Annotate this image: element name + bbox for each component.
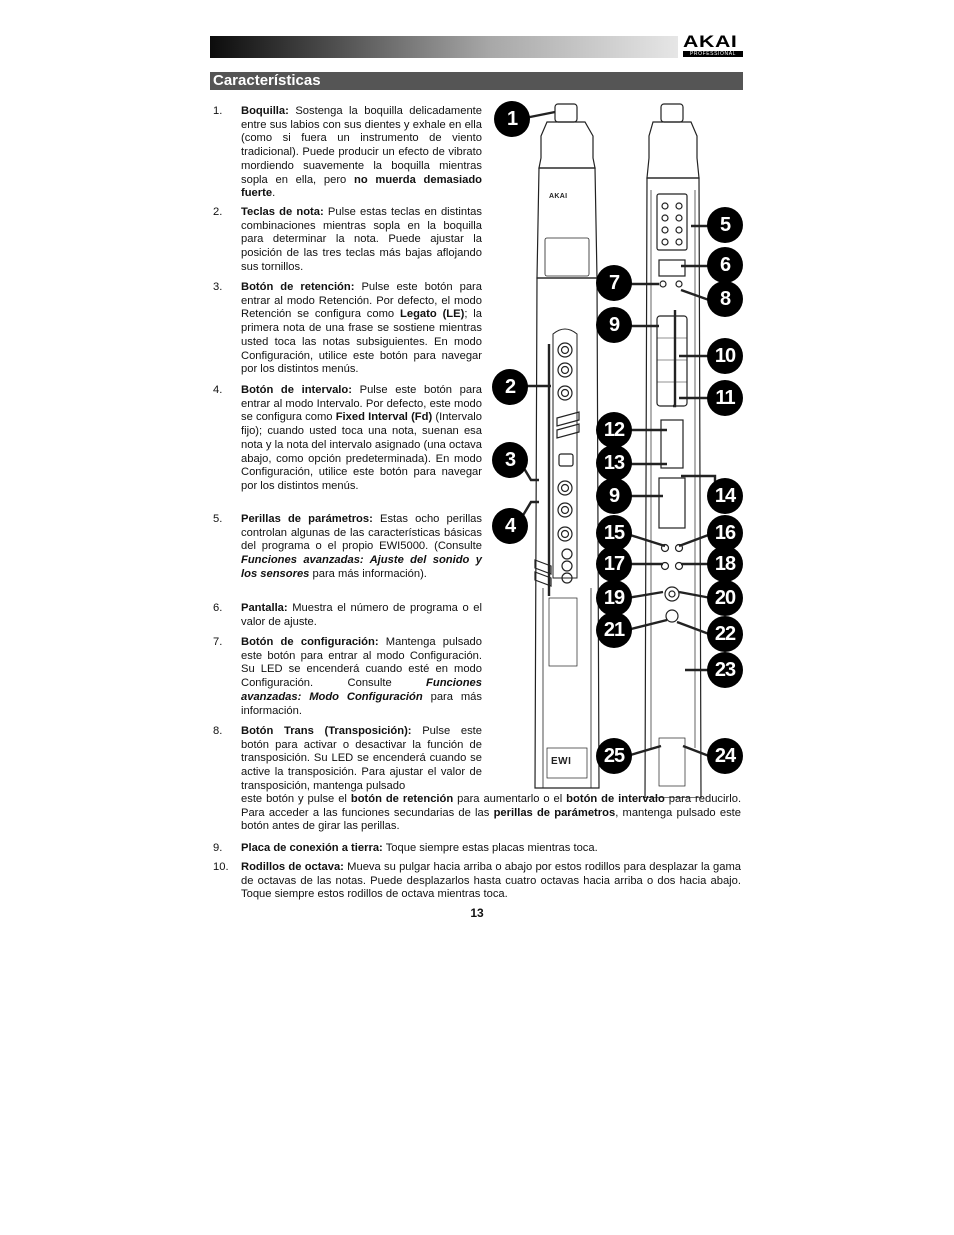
item-description: Pulse este botón para activar o desactivar la función de transposición. Su LED se encenderá cuando se active la transposición. Para ajustar el valor de transposición, mantenga pulsado [241, 725, 482, 792]
item-description-mid-a: para aumentarlo o el [457, 793, 563, 805]
item-term: Botón de retención: [241, 281, 355, 293]
item-term: Botón de configuración: [241, 636, 379, 648]
header-gradient-bar [210, 36, 678, 58]
callout-13: 13 [596, 445, 632, 481]
item-term: Boquilla: [241, 105, 289, 117]
item-description: Toque siempre estas placas mientras toca. [385, 842, 598, 854]
item-text [241, 281, 482, 377]
item-number: 6. [213, 602, 223, 614]
callout-9: 9 [596, 307, 632, 343]
item-description: Pulse estas teclas en distintas combinaciones mientras sopla en la boquilla para determinar la nota. Puede ajustar la posición de las tres teclas más bajas aflojando sus tornillos. [241, 206, 482, 273]
section-title: Características [210, 72, 743, 90]
item-number: 8. [213, 725, 223, 737]
item-term: Rodillos de octava: [241, 861, 344, 873]
item-number: 5. [213, 513, 223, 525]
callout-19: 19 [596, 580, 632, 616]
callout-5: 5 [707, 207, 743, 243]
item-description-cont: ; la primera nota de una frase se sostiene mientras usted toca las notas subsiguientes. En modo Configuración, utilice este botón para navegar por los distintos menús. [241, 308, 482, 376]
item-description: Mantenga pulsado este botón para entrar al modo Configuración. Su LED se encenderá cuando esté en modo Configuración. Consulte [241, 636, 482, 690]
item-text [241, 861, 741, 902]
item-end: . [272, 187, 276, 200]
item-emphasis: Fixed Interval (Fd) [335, 411, 433, 424]
ewi-back-view [623, 104, 715, 798]
callout-1: 1 [494, 101, 530, 137]
callout-24: 24 [707, 738, 743, 774]
item-description-cont: para más información). [312, 567, 427, 580]
item-term: Botón Trans (Transposición): [241, 725, 412, 737]
item-term: Perillas de parámetros: [241, 513, 373, 525]
callout-9b: 9 [596, 478, 632, 514]
callout-14: 14 [707, 478, 743, 514]
item-emphasis-a: botón de retención [350, 793, 454, 805]
item-reference: Funciones avanzadas: Modo Configuración [241, 677, 482, 703]
ewi-diagram [495, 98, 745, 798]
item-term: Teclas de nota: [241, 206, 324, 218]
item-text-wide [241, 793, 741, 834]
item-term: Botón de intervalo: [241, 384, 352, 396]
ewi-front-view [519, 104, 599, 788]
item-description-cont: (Intervalo fijo); cuando usted toca una nota, suenan esa nota y la nota del intervalo asignado (una octava abajo, como opción predeterminada). En modo Configuración, utilice este botón para navegar por los distintos menús. [241, 411, 483, 492]
item-description: Estas ocho perillas controlan algunas de las características básicas del programa o el propio EWI5000. (Consulte [241, 513, 482, 553]
item-number: 3. [213, 281, 223, 293]
item-number: 7. [213, 636, 223, 648]
item-number: 10. [213, 861, 229, 873]
callout-18: 18 [707, 546, 743, 582]
item-emphasis-c: perillas de parámetros [493, 806, 616, 819]
page-number: 13 [470, 906, 484, 920]
item-description: Pulse este botón para entrar al modo Intervalo. Por defecto, este modo se configura como [241, 384, 483, 424]
item-description-mid-b: para reducirlo. Para acceder a las funciones secundarias de las [241, 793, 742, 819]
item-number: 2. [213, 206, 223, 218]
item-text [241, 206, 482, 275]
callout-23: 23 [707, 652, 743, 688]
item-description: Pulse este botón para entrar al modo Retención. Por defecto, el modo Retención se configura como [241, 281, 482, 321]
callout-6: 6 [707, 247, 743, 283]
callout-12: 12 [596, 412, 632, 448]
callout-2: 2 [492, 369, 528, 405]
logo-word: AKAI [683, 32, 738, 51]
callout-17: 17 [596, 546, 632, 582]
callout-22: 22 [707, 616, 743, 652]
item-reference: Funciones avanzadas: Ajuste del sonido y los sensores [241, 554, 482, 580]
callout-10: 10 [707, 338, 743, 374]
item-number: 9. [213, 842, 223, 854]
callout-8: 8 [707, 281, 743, 317]
item-description-end: , mantenga pulsado este botón antes de girar las perillas. [241, 806, 742, 833]
item-term: Placa de conexión a tierra: [241, 842, 383, 854]
item-number: 4. [213, 384, 223, 396]
callout-16: 16 [707, 515, 743, 551]
item-text [241, 842, 741, 856]
callout-4: 4 [492, 508, 528, 544]
callout-20: 20 [707, 580, 743, 616]
item-description-cont: para más información. [241, 690, 482, 717]
callout-25: 25 [596, 738, 632, 774]
item-description-cont: este botón y pulse el [241, 793, 347, 805]
callout-3: 3 [492, 442, 528, 478]
item-description: Muestra el número de programa o el valor de ajuste. [241, 602, 482, 628]
item-emphasis: Legato (LE) [400, 308, 465, 321]
item-term: Pantalla: [241, 602, 288, 614]
item-description: Sostenga la boquilla delicadamente entre sus labios con sus dientes y exhale en ella (como si fuera un instrumento de viento tradicional). Puede producir un efecto de vibrato mordiendo suavemente la boquilla mientras sopla en ella, pero [241, 105, 483, 186]
product-label: EWI [551, 756, 572, 767]
item-text [241, 636, 482, 718]
callout-15: 15 [596, 515, 632, 551]
item-text [241, 602, 482, 629]
product-brand-mark: AKAI [549, 193, 568, 200]
item-text [241, 725, 482, 794]
item-text [241, 513, 482, 582]
logo-subtitle: PROFESSIONAL [683, 51, 743, 57]
item-text [241, 384, 482, 494]
item-emphasis: no muerda demasiado fuerte [241, 173, 482, 200]
callout-21: 21 [596, 612, 632, 648]
item-text [241, 105, 482, 201]
item-number: 1. [213, 105, 223, 117]
item-emphasis-b: botón de intervalo [566, 793, 665, 805]
item-description: Mueva su pulgar hacia arriba o abajo por estos rodillos para desplazar la gama de octavas de las notas. Puede desplazarlos hasta cuatro octavas hacia arriba o dos hacia abajo. Toque siempre estos rodillos de octava mientras toca. [241, 861, 741, 901]
akai-logo [683, 33, 743, 57]
callout-7: 7 [596, 265, 632, 301]
callout-11: 11 [707, 380, 743, 416]
